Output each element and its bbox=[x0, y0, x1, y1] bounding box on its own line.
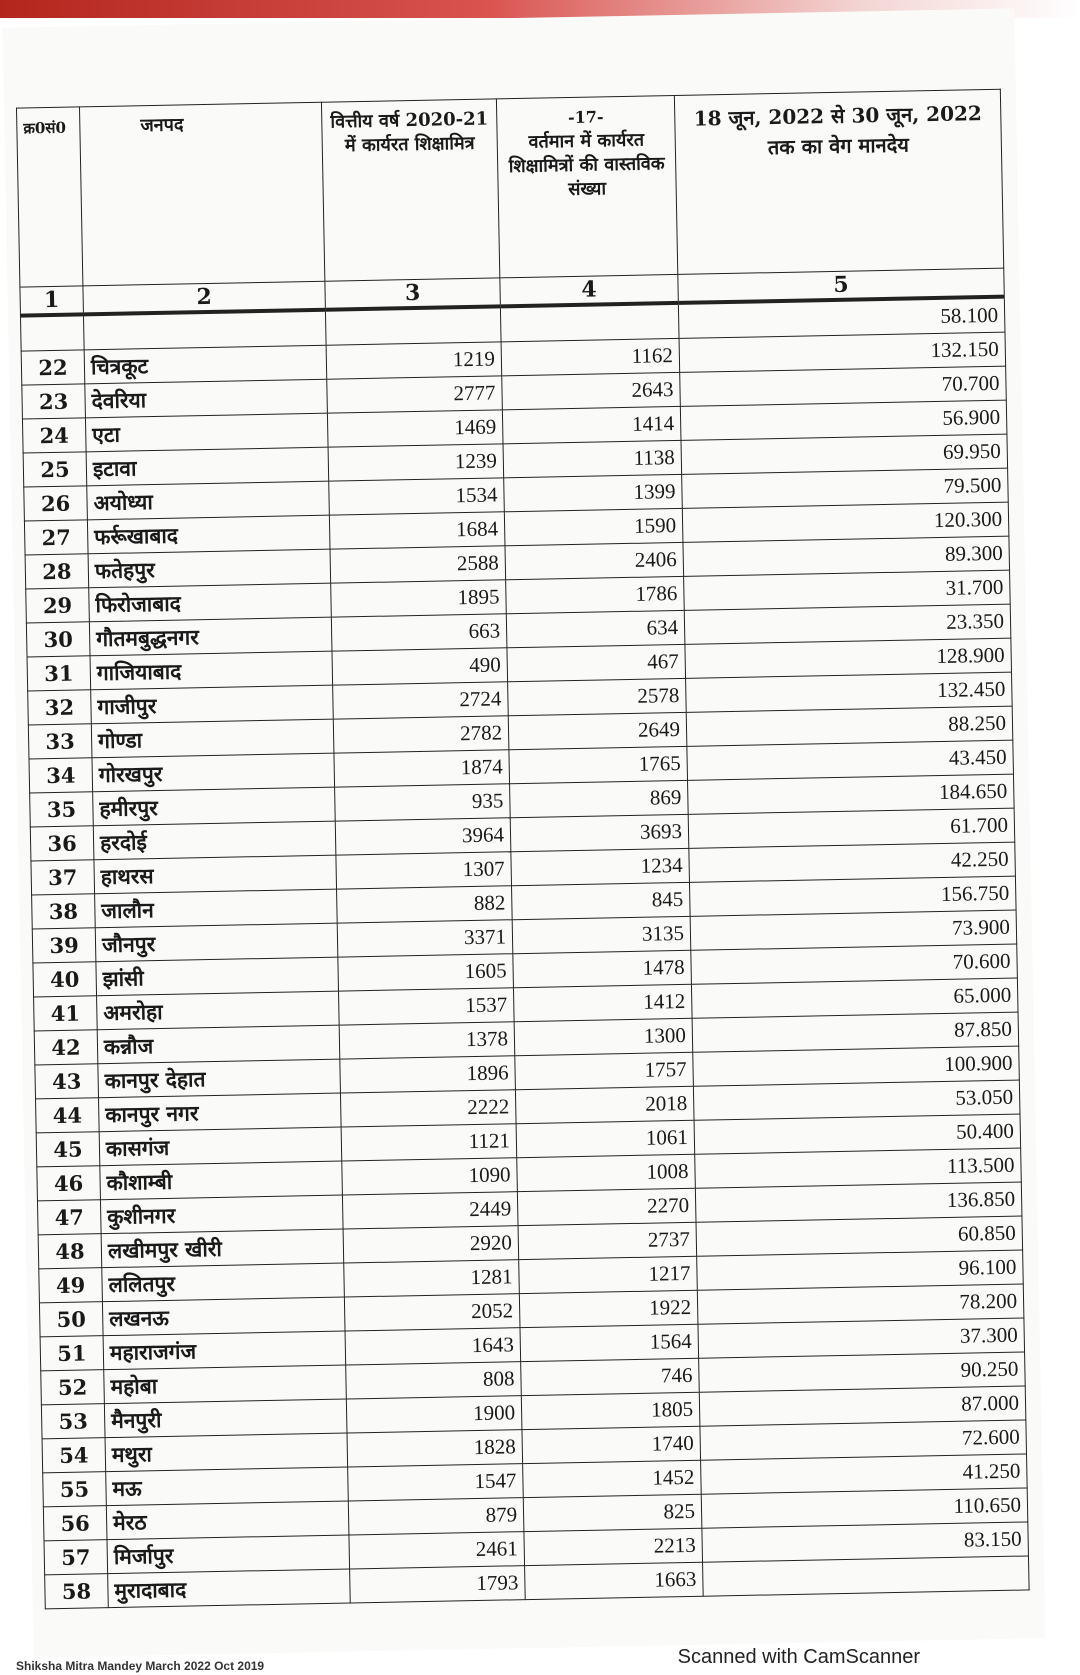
row-district-name: ललितपुर bbox=[102, 1263, 345, 1302]
row-fy2020-count: 1896 bbox=[340, 1056, 516, 1093]
row-honorarium: 132.450 bbox=[686, 672, 1013, 712]
row-honorarium: 70.600 bbox=[691, 944, 1018, 984]
row-current-count: 3135 bbox=[512, 916, 691, 953]
header-current-count-text: वर्तमान में कार्यरत शिक्षामित्रों की वास्तविक संख्या bbox=[508, 129, 665, 201]
row-fy2020-count: 1469 bbox=[327, 410, 503, 447]
row-honorarium: 37.300 bbox=[698, 1318, 1025, 1358]
row-honorarium: 31.700 bbox=[684, 570, 1011, 610]
row-fy2020-count: 2222 bbox=[340, 1090, 516, 1127]
row-fy2020-count: 2449 bbox=[342, 1192, 518, 1229]
row-current-count: 2270 bbox=[517, 1188, 696, 1225]
row-serial-no: 24 bbox=[22, 418, 86, 453]
row-current-count: 634 bbox=[506, 610, 685, 647]
row-serial-no: 54 bbox=[42, 1438, 106, 1473]
row-serial-no: 42 bbox=[34, 1030, 98, 1065]
row-serial-no: 57 bbox=[44, 1540, 108, 1575]
row-current-count: 1061 bbox=[516, 1120, 695, 1157]
row-honorarium: 78.200 bbox=[697, 1284, 1024, 1324]
row-district-name: इटावा bbox=[86, 447, 329, 486]
row-honorarium: 56.900 bbox=[680, 400, 1007, 440]
row-serial-no: 28 bbox=[25, 554, 89, 589]
row-current-count: 1805 bbox=[521, 1392, 700, 1429]
row-fy2020-count: 1281 bbox=[344, 1260, 520, 1297]
row-current-count: 1786 bbox=[506, 576, 685, 613]
row-current-count: 1663 bbox=[525, 1562, 704, 1599]
row-current-count: 2018 bbox=[515, 1086, 694, 1123]
row-current-count: 1564 bbox=[520, 1324, 699, 1361]
row-serial-no: 31 bbox=[27, 656, 91, 691]
row-serial-no: 36 bbox=[30, 826, 94, 861]
row-serial-no: 41 bbox=[34, 996, 98, 1031]
row-honorarium: 132.150 bbox=[679, 332, 1006, 372]
row-district-name: फिरोजाबाद bbox=[89, 583, 332, 622]
row-current-count bbox=[500, 303, 679, 342]
row-district-name: कानपुर नगर bbox=[99, 1093, 342, 1132]
row-fy2020-count: 3371 bbox=[337, 920, 513, 957]
row-honorarium: 100.900 bbox=[693, 1046, 1020, 1086]
row-current-count: 2578 bbox=[508, 678, 687, 715]
row-fy2020-count: 1239 bbox=[328, 444, 504, 481]
row-district-name: एटा bbox=[85, 413, 328, 452]
row-fy2020-count: 1605 bbox=[338, 954, 514, 991]
row-serial-no: 23 bbox=[22, 384, 86, 419]
row-district-name: महोबा bbox=[104, 1365, 347, 1404]
row-current-count: 2406 bbox=[505, 542, 684, 579]
row-district-name: लखनऊ bbox=[102, 1297, 345, 1336]
row-district-name: जालौन bbox=[95, 889, 338, 928]
row-honorarium: 90.250 bbox=[699, 1352, 1026, 1392]
row-district-name: मैनपुरी bbox=[104, 1399, 347, 1438]
table-header bbox=[16, 89, 1004, 315]
row-fy2020-count: 3964 bbox=[335, 818, 511, 855]
column-number: 4 bbox=[500, 274, 679, 306]
row-serial-no: 30 bbox=[26, 622, 90, 657]
row-honorarium: 89.300 bbox=[683, 536, 1010, 576]
header-current-count bbox=[496, 95, 677, 277]
row-district-name: लखीमपुर खीरी bbox=[101, 1229, 344, 1268]
row-honorarium: 50.400 bbox=[694, 1114, 1021, 1154]
row-serial-no: 52 bbox=[41, 1370, 105, 1405]
row-serial-no: 55 bbox=[43, 1472, 107, 1507]
row-current-count: 1412 bbox=[513, 984, 692, 1021]
row-fy2020-count: 1900 bbox=[346, 1396, 522, 1433]
row-honorarium: 43.450 bbox=[687, 740, 1014, 780]
header-honorarium: 18 जून, 2022 से 30 जून, 2022 तक का वेग मानदेय bbox=[674, 89, 1003, 274]
row-fy2020-count: 2920 bbox=[343, 1226, 519, 1263]
row-honorarium: 136.850 bbox=[695, 1182, 1022, 1222]
row-fy2020-count: 2588 bbox=[330, 546, 506, 583]
row-district-name: हरदोई bbox=[93, 821, 336, 860]
row-honorarium: 42.250 bbox=[689, 842, 1016, 882]
header-district: जनपद bbox=[79, 102, 324, 286]
row-fy2020-count: 1534 bbox=[329, 478, 505, 515]
row-serial-no: 27 bbox=[24, 520, 88, 555]
row-serial-no: 40 bbox=[33, 962, 97, 997]
row-current-count: 2213 bbox=[524, 1528, 703, 1565]
row-serial-no: 32 bbox=[28, 690, 92, 725]
row-fy2020-count: 882 bbox=[337, 886, 513, 923]
row-district-name bbox=[83, 310, 326, 350]
row-district-name: मऊ bbox=[106, 1467, 349, 1506]
row-current-count: 1590 bbox=[504, 508, 683, 545]
row-district-name: कौशाम्बी bbox=[100, 1161, 343, 1200]
row-honorarium: 65.000 bbox=[691, 978, 1018, 1018]
column-number: 3 bbox=[325, 278, 501, 310]
row-honorarium: 41.250 bbox=[701, 1454, 1028, 1494]
row-serial-no: 45 bbox=[36, 1132, 100, 1167]
row-serial-no: 29 bbox=[26, 588, 90, 623]
row-district-name: मुरादाबाद bbox=[108, 1569, 351, 1608]
row-fy2020-count: 663 bbox=[331, 614, 507, 651]
district-table bbox=[16, 89, 1030, 1610]
row-district-name: फतेहपुर bbox=[88, 549, 331, 588]
row-district-name: गाजीपुर bbox=[91, 685, 334, 724]
row-current-count: 1414 bbox=[502, 406, 681, 443]
row-fy2020-count: 1537 bbox=[339, 988, 515, 1025]
row-district-name: फर्रूखाबाद bbox=[87, 515, 330, 554]
row-current-count: 869 bbox=[510, 780, 689, 817]
row-current-count: 2643 bbox=[502, 372, 681, 409]
row-current-count: 1217 bbox=[519, 1256, 698, 1293]
row-honorarium: 113.500 bbox=[695, 1148, 1022, 1188]
row-fy2020-count bbox=[325, 306, 501, 345]
row-serial-no: 38 bbox=[32, 894, 96, 929]
row-fy2020-count: 1547 bbox=[348, 1464, 524, 1501]
row-current-count: 3693 bbox=[510, 814, 689, 851]
row-district-name: झांसी bbox=[96, 957, 339, 996]
row-fy2020-count: 935 bbox=[335, 784, 511, 821]
row-fy2020-count: 1643 bbox=[345, 1328, 521, 1365]
row-serial-no: 26 bbox=[24, 486, 88, 521]
row-honorarium bbox=[703, 1556, 1030, 1596]
row-district-name: हाथरस bbox=[94, 855, 337, 894]
row-current-count: 1740 bbox=[522, 1426, 701, 1463]
row-serial-no: 22 bbox=[21, 350, 85, 385]
row-fy2020-count: 808 bbox=[346, 1362, 522, 1399]
row-serial-no: 53 bbox=[41, 1404, 105, 1439]
row-honorarium: 88.250 bbox=[686, 706, 1013, 746]
row-current-count: 1399 bbox=[504, 474, 683, 511]
row-serial-no: 46 bbox=[37, 1166, 101, 1201]
column-number: 1 bbox=[20, 286, 84, 316]
row-district-name: कुशीनगर bbox=[100, 1195, 343, 1234]
row-honorarium: 156.750 bbox=[689, 876, 1016, 916]
row-fy2020-count: 1828 bbox=[347, 1430, 523, 1467]
row-fy2020-count: 1378 bbox=[339, 1022, 515, 1059]
column-number: 2 bbox=[83, 281, 326, 314]
row-district-name: गोरखपुर bbox=[92, 753, 335, 792]
row-district-name: हमीरपुर bbox=[93, 787, 336, 826]
row-district-name: गाजियाबाद bbox=[90, 651, 333, 690]
row-district-name: महाराजगंज bbox=[103, 1331, 346, 1370]
row-honorarium: 87.850 bbox=[692, 1012, 1019, 1052]
row-fy2020-count: 1121 bbox=[341, 1124, 517, 1161]
row-honorarium: 60.850 bbox=[696, 1216, 1023, 1256]
row-fy2020-count: 490 bbox=[332, 648, 508, 685]
scanner-watermark: Scanned with CamScanner bbox=[677, 1646, 920, 1668]
row-fy2020-count: 1895 bbox=[331, 580, 507, 617]
row-honorarium: 23.350 bbox=[684, 604, 1011, 644]
footer-note: Shiksha Mitra Mandey March 2022 Oct 2019 bbox=[16, 1659, 265, 1673]
row-honorarium: 53.050 bbox=[693, 1080, 1020, 1120]
row-serial-no: 44 bbox=[36, 1098, 100, 1133]
row-district-name: मथुरा bbox=[105, 1433, 348, 1472]
scanned-sheet bbox=[2, 8, 1045, 1657]
row-fy2020-count: 2782 bbox=[333, 716, 509, 753]
column-number: 5 bbox=[678, 268, 1004, 303]
header-row bbox=[16, 89, 1003, 287]
row-district-name: अमरोहा bbox=[97, 991, 340, 1030]
row-serial-no: 50 bbox=[39, 1302, 103, 1337]
row-serial-no: 56 bbox=[43, 1506, 107, 1541]
row-current-count: 1765 bbox=[509, 746, 688, 783]
row-district-name: गोण्डा bbox=[91, 719, 334, 758]
row-district-name: गौतमबुद्धनगर bbox=[89, 617, 332, 656]
row-serial-no: 48 bbox=[38, 1234, 102, 1269]
row-fy2020-count: 1793 bbox=[350, 1566, 526, 1603]
row-current-count: 1162 bbox=[501, 338, 680, 375]
header-serial-no: क्र0सं0 bbox=[16, 107, 82, 287]
header-fy2020-count: वित्तीय वर्ष 2020-21 में कार्यरत शिक्षामित्र bbox=[321, 99, 499, 281]
row-district-name: देवरिया bbox=[85, 379, 328, 418]
row-honorarium: 70.700 bbox=[680, 366, 1007, 406]
row-current-count: 1478 bbox=[513, 950, 692, 987]
row-serial-no: 33 bbox=[28, 724, 92, 759]
row-current-count: 1234 bbox=[511, 848, 690, 885]
row-serial-no: 51 bbox=[40, 1336, 104, 1371]
row-honorarium: 83.150 bbox=[702, 1522, 1029, 1562]
row-serial-no: 58 bbox=[45, 1574, 109, 1609]
row-fy2020-count: 2461 bbox=[349, 1532, 525, 1569]
row-serial-no: 39 bbox=[32, 928, 96, 963]
row-fy2020-count: 1874 bbox=[334, 750, 510, 787]
row-current-count: 2649 bbox=[508, 712, 687, 749]
row-current-count: 1922 bbox=[519, 1290, 698, 1327]
row-fy2020-count: 2724 bbox=[333, 682, 509, 719]
row-district-name: मिर्जापुर bbox=[107, 1535, 350, 1574]
row-fy2020-count: 879 bbox=[348, 1498, 524, 1535]
row-honorarium: 58.100 bbox=[678, 297, 1005, 339]
row-current-count: 845 bbox=[512, 882, 691, 919]
row-serial-no: 43 bbox=[35, 1064, 99, 1099]
row-current-count: 1452 bbox=[523, 1460, 702, 1497]
row-current-count: 825 bbox=[523, 1494, 702, 1531]
row-honorarium: 61.700 bbox=[688, 808, 1015, 848]
row-honorarium: 73.900 bbox=[690, 910, 1017, 950]
row-current-count: 1008 bbox=[517, 1154, 696, 1191]
row-district-name: कन्नौज bbox=[97, 1025, 340, 1064]
row-current-count: 746 bbox=[521, 1358, 700, 1395]
row-district-name: जौनपुर bbox=[95, 923, 338, 962]
row-fy2020-count: 1219 bbox=[326, 342, 502, 379]
row-serial-no: 49 bbox=[39, 1268, 103, 1303]
row-honorarium: 96.100 bbox=[697, 1250, 1024, 1290]
row-district-name: चित्रकूट bbox=[84, 345, 327, 384]
row-honorarium: 110.650 bbox=[701, 1488, 1028, 1528]
row-honorarium: 79.500 bbox=[682, 468, 1009, 508]
row-serial-no: 47 bbox=[37, 1200, 101, 1235]
row-serial-no: 35 bbox=[30, 792, 94, 827]
row-fy2020-count: 2777 bbox=[327, 376, 503, 413]
row-honorarium: 184.650 bbox=[688, 774, 1015, 814]
row-serial-no bbox=[20, 314, 84, 351]
row-current-count: 1300 bbox=[514, 1018, 693, 1055]
table-body bbox=[20, 297, 1029, 1609]
row-district-name: कासगंज bbox=[99, 1127, 342, 1166]
row-fy2020-count: 1684 bbox=[329, 512, 505, 549]
row-current-count: 467 bbox=[507, 644, 686, 681]
row-honorarium: 120.300 bbox=[682, 502, 1009, 542]
row-serial-no: 37 bbox=[31, 860, 95, 895]
row-fy2020-count: 2052 bbox=[344, 1294, 520, 1331]
row-district-name: कानपुर देहात bbox=[98, 1059, 341, 1098]
page-mark: -17- bbox=[567, 107, 604, 128]
row-current-count: 2737 bbox=[518, 1222, 697, 1259]
row-honorarium: 69.950 bbox=[681, 434, 1008, 474]
row-fy2020-count: 1090 bbox=[342, 1158, 518, 1195]
row-serial-no: 25 bbox=[23, 452, 87, 487]
row-honorarium: 128.900 bbox=[685, 638, 1012, 678]
row-honorarium: 72.600 bbox=[700, 1420, 1027, 1460]
row-current-count: 1757 bbox=[515, 1052, 694, 1089]
row-honorarium: 87.000 bbox=[699, 1386, 1026, 1426]
row-fy2020-count: 1307 bbox=[336, 852, 512, 889]
row-current-count: 1138 bbox=[503, 440, 682, 477]
row-district-name: अयोध्या bbox=[87, 481, 330, 520]
row-district-name: मेरठ bbox=[106, 1501, 349, 1540]
row-serial-no: 34 bbox=[29, 758, 93, 793]
